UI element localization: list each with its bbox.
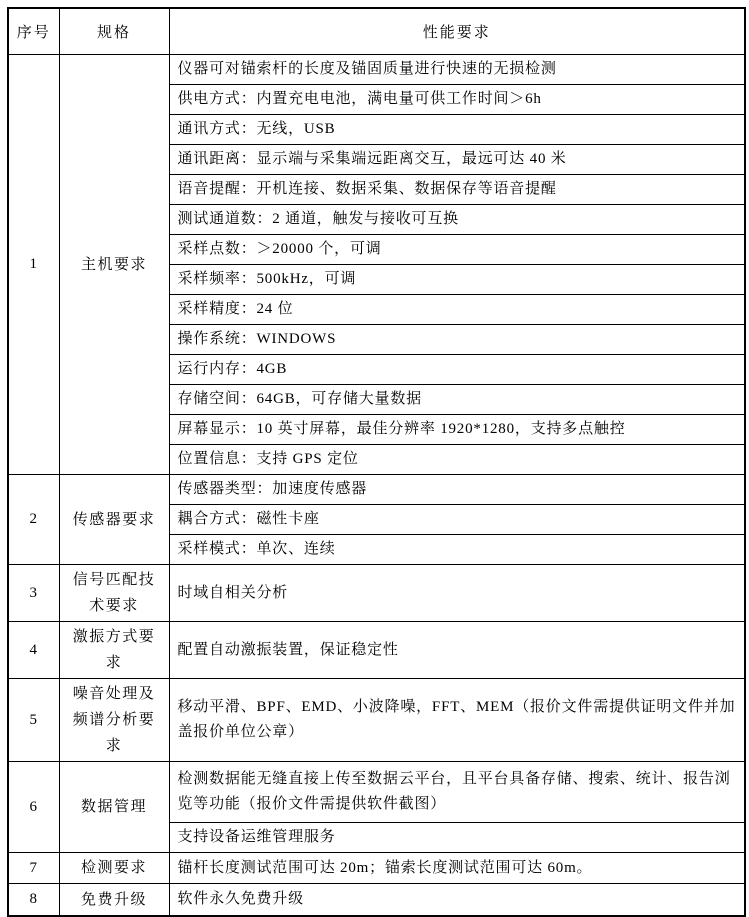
requirement: 采样点数：＞20000 个，可调 xyxy=(169,235,745,265)
requirement: 配置自动激振装置，保证稳定性 xyxy=(169,622,745,679)
requirement: 支持设备运维管理服务 xyxy=(169,823,745,853)
row-number: 4 xyxy=(8,622,59,679)
header-requirement: 性能要求 xyxy=(169,8,745,55)
row-number: 1 xyxy=(8,55,59,475)
table-row xyxy=(8,884,745,917)
header-no: 序号 xyxy=(8,8,59,55)
header-row xyxy=(8,8,745,55)
requirement: 采样精度：24 位 xyxy=(169,295,745,325)
spec-name: 数据管理 xyxy=(59,762,169,853)
requirement: 操作系统：WINDOWS xyxy=(169,325,745,355)
spec-name: 激振方式要求 xyxy=(59,622,169,679)
spec-name: 噪音处理及频谱分析要求 xyxy=(59,679,169,762)
table-row xyxy=(8,475,745,505)
table-row xyxy=(8,679,745,762)
table-row xyxy=(8,565,745,622)
requirement: 仪器可对锚索杆的长度及锚固质量进行快速的无损检测 xyxy=(169,55,745,85)
header-spec: 规格 xyxy=(59,8,169,55)
requirement: 语音提醒：开机连接、数据采集、数据保存等语音提醒 xyxy=(169,175,745,205)
row-number: 6 xyxy=(8,762,59,853)
requirement: 耦合方式：磁性卡座 xyxy=(169,505,745,535)
row-number: 5 xyxy=(8,679,59,762)
requirement: 测试通道数：2 通道，触发与接收可互换 xyxy=(169,205,745,235)
row-number: 7 xyxy=(8,853,59,884)
spec-name: 传感器要求 xyxy=(59,475,169,565)
requirement: 移动平滑、BPF、EMD、小波降噪，FFT、MEM（报价文件需提供证明文件并加盖报价单位公章） xyxy=(169,679,745,762)
requirement: 通讯距离：显示端与采集端远距离交互，最远可达 40 米 xyxy=(169,145,745,175)
requirement: 检测数据能无缝直接上传至数据云平台，且平台具备存储、搜索、统计、报告浏览等功能（报价文件需提供软件截图） xyxy=(169,762,745,823)
requirement: 传感器类型：加速度传感器 xyxy=(169,475,745,505)
requirement: 运行内存：4GB xyxy=(169,355,745,385)
row-number: 3 xyxy=(8,565,59,622)
table-row xyxy=(8,55,745,85)
requirement: 位置信息：支持 GPS 定位 xyxy=(169,445,745,475)
requirement: 采样模式：单次、连续 xyxy=(169,535,745,565)
table-row xyxy=(8,853,745,884)
row-number: 8 xyxy=(8,884,59,917)
requirement: 屏幕显示：10 英寸屏幕，最佳分辨率 1920*1280，支持多点触控 xyxy=(169,415,745,445)
requirement: 时域自相关分析 xyxy=(169,565,745,622)
spec-name: 主机要求 xyxy=(59,55,169,475)
spec-name: 检测要求 xyxy=(59,853,169,884)
spec-name: 信号匹配技术要求 xyxy=(59,565,169,622)
requirement: 供电方式：内置充电电池，满电量可供工作时间＞6h xyxy=(169,85,745,115)
requirement: 存储空间：64GB，可存储大量数据 xyxy=(169,385,745,415)
table-row xyxy=(8,762,745,823)
requirement: 锚杆长度测试范围可达 20m；锚索长度测试范围可达 60m。 xyxy=(169,853,745,884)
table-row xyxy=(8,622,745,679)
spec-name: 免费升级 xyxy=(59,884,169,917)
row-number: 2 xyxy=(8,475,59,565)
spec-table xyxy=(7,7,746,917)
requirement: 软件永久免费升级 xyxy=(169,884,745,917)
requirement: 通讯方式：无线，USB xyxy=(169,115,745,145)
requirement: 采样频率：500kHz，可调 xyxy=(169,265,745,295)
